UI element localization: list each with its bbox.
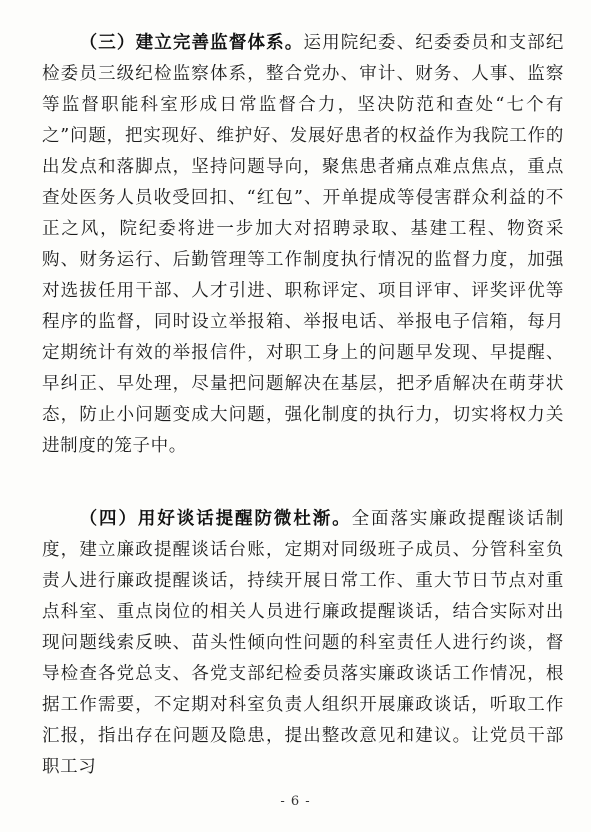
- section-heading-3: （三）建立完善监督体系。: [79, 33, 304, 53]
- paragraph-supervision-system: [42, 28, 564, 462]
- paragraph-body-4: 全面落实廉政提醒谈话制度，建立廉政提醒谈话台账，定期对同级班子成员、分管科室负责人进行廉政提醒谈话，持续开展日常工作、重大节日节点对重点科室、重点岗位的相关人员进行廉政提醒谈话，结合实际对出现问题线索反映、苗头性倾向性问题的科室责任人进行约谈，督导检查各党总支、各党支部纪检委员落实廉政谈话工作情况，根据工作需要，不定期对科室负责人组织开展廉政谈话，听取工作汇报，指出存在问题及隐患，提出整改意见和建议。让党员干部职工习: [42, 509, 564, 777]
- paragraph-reminder-talks: [42, 504, 564, 783]
- paragraph-body-3: 运用院纪委、纪委委员和支部纪检委员三级纪检监察体系，整合党办、审计、财务、人事、监察等监督职能科室形成日常监督合力，坚决防范和查处“七个有之”问题，把实现好、维护好、发展好患者的权益作为我院工作的出发点和落脚点，坚持问题导向，聚焦患者痛点难点焦点，重点查处医务人员收受回扣、“红包”、开单提成等侵害群众利益的不正之风，院纪委将进一步加大对招聘录取、基建工程、物资采购、财务运行、后勤管理等工作制度执行情况的监督力度，加强对选拔任用干部、人才引进、职称评定、项目评审、评奖评优等程序的监督，同时设立举报箱、举报电话、举报电子信箱，每月定期统计有效的举报信件，对职工身上的问题早发现、早提醒、早纠正、早处理，尽量把问题解决在基层，把矛盾解决在萌芽状态，防止小问题变成大问题，强化制度的执行力，切实将权力关进制度的笼子中。: [42, 33, 564, 456]
- page-number: - 6 -: [280, 794, 311, 809]
- section-heading-4: （四）用好谈话提醒防微杜渐。: [79, 509, 352, 529]
